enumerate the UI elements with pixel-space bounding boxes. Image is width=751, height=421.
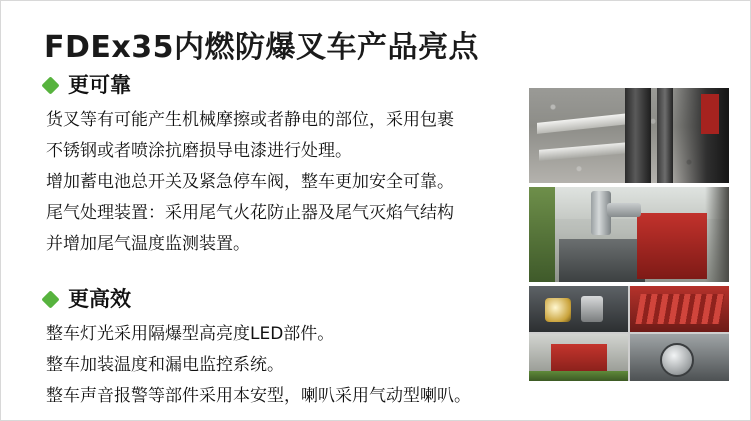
- body-line: 并增加尾气温度监测装置。: [46, 234, 250, 255]
- body-line: 整车加装温度和漏电监控系统。: [46, 355, 284, 376]
- body-line: 货叉等有可能产生机械摩擦或者静电的部位，采用包裹: [46, 110, 454, 131]
- body-line: 尾气处理装置：采用尾气火花防止器及尾气灭焰气结构: [46, 203, 454, 224]
- body-line: 整车灯光采用隔爆型高亮度LED部件。: [46, 324, 335, 345]
- page-title: FDEx35内燃防爆叉车产品亮点: [44, 30, 479, 65]
- diamond-bullet-icon: [41, 290, 59, 308]
- diamond-bullet-icon: [41, 76, 59, 94]
- body-line: 不锈钢或者喷涂抗磨损导电漆进行处理。: [46, 141, 352, 162]
- section-header: [44, 74, 504, 97]
- section-efficiency: [44, 288, 504, 412]
- forklift-forks-photo: [529, 88, 729, 183]
- photo-column: [529, 88, 729, 385]
- body-line: 整车声音报警等部件采用本安型，喇叭采用气动型喇叭。: [46, 386, 471, 407]
- content-column: [44, 70, 504, 418]
- section-header: [44, 288, 504, 311]
- section-body: [46, 105, 504, 260]
- component-details-collage-photo: [529, 286, 729, 381]
- engine-exhaust-photo: [529, 187, 729, 282]
- section-heading: 更高效: [68, 287, 131, 312]
- section-heading: 更可靠: [68, 73, 131, 97]
- section-body: [46, 319, 504, 412]
- section-reliability: [44, 74, 504, 260]
- body-line: 增加蓄电池总开关及紧急停车阀，整车更加安全可靠。: [46, 172, 454, 193]
